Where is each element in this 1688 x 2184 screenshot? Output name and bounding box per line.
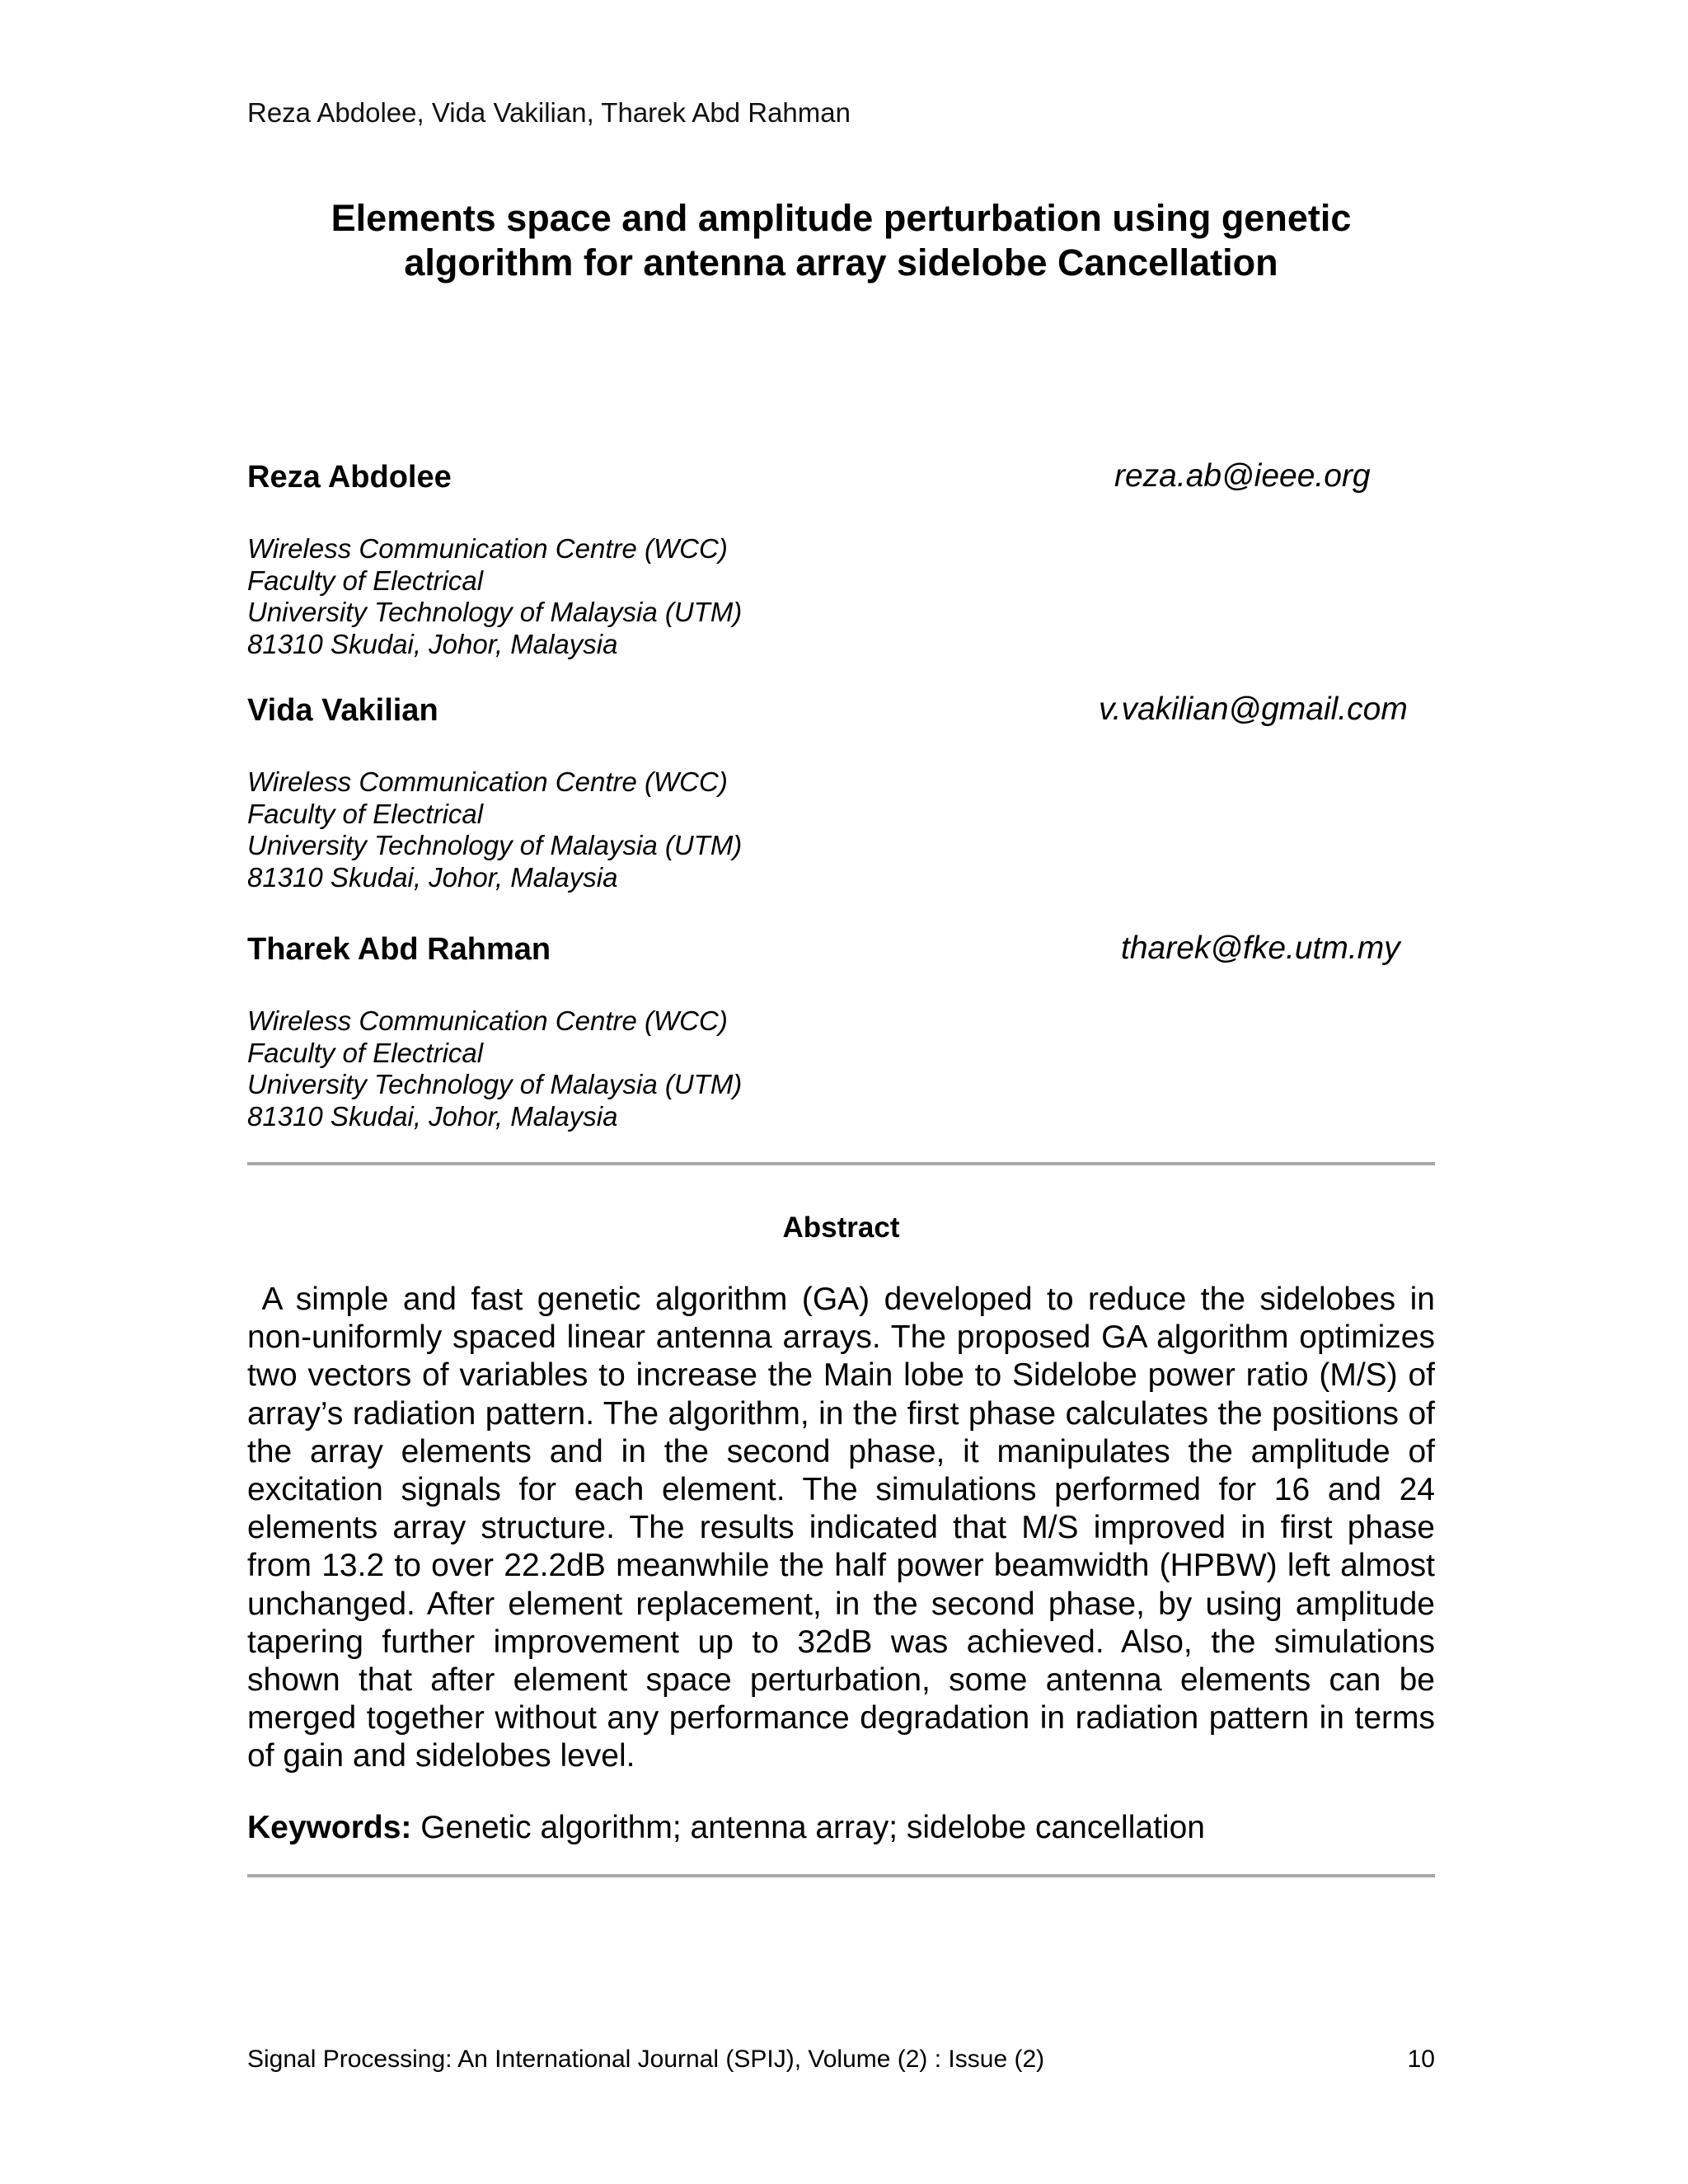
affiliation-line: 81310 Skudai, Johor, Malaysia xyxy=(247,861,618,893)
affiliation-line: Faculty of Electrical xyxy=(247,1037,484,1068)
keywords-text: Genetic algorithm; antenna array; sidelobe cancellation xyxy=(411,1810,1205,1845)
affiliation-line: Faculty of Electrical xyxy=(247,565,484,596)
author-1-email[interactable]: reza.ab@ieee.org xyxy=(1114,458,1371,494)
affiliation-line: Wireless Communication Centre (WCC) xyxy=(247,766,728,797)
affiliation-line: Faculty of Electrical xyxy=(247,798,484,829)
top-divider xyxy=(247,1162,1435,1165)
affiliation-line: Wireless Communication Centre (WCC) xyxy=(247,1005,728,1036)
author-3-email[interactable]: tharek@fke.utm.my xyxy=(1121,930,1400,966)
footer-page-number: 10 xyxy=(1407,2046,1435,2073)
affiliation-line: University Technology of Malaysia (UTM) xyxy=(247,830,743,860)
author-3-name: Tharek Abd Rahman xyxy=(247,932,551,967)
abstract-body xyxy=(247,1281,1435,1776)
affiliation-line: 81310 Skudai, Johor, Malaysia xyxy=(247,1100,618,1132)
affiliation-line: Wireless Communication Centre (WCC) xyxy=(247,533,728,564)
author-2-affiliation xyxy=(247,766,742,893)
keywords-label: Keywords: xyxy=(247,1810,412,1845)
affiliation-line: University Technology of Malaysia (UTM) xyxy=(247,597,743,627)
author-2-email[interactable]: v.vakilian@gmail.com xyxy=(1099,691,1408,727)
abstract-text: A simple and fast genetic algorithm (GA) developed to reduce the sidelobes in non-uniformly spaced linear antenna arrays. The proposed GA algorithm optimizes two vectors of variables to increase the Main lobe to Sidelobe power ratio (M/S) of array’s radiation pattern. The algorithm, in the first phase calculates the positions of the array elements and in the second phase, it manipulates the amplitude of excitation signals for each element. The simulations performed for 16 and 24 elements array structure. The results indicated that M/S improved in first phase from 13.2 to over 22.2dB meanwhile the half power beamwidth (HPBW) left almost unchanged. After element replacement, in the second phase, by using amplitude tapering further improvement up to 32dB was achieved. Also, the simulations shown that after element space perturbation, some antenna elements can be merged together without any performance degradation in radiation pattern in terms of gain and sidelobes level. xyxy=(247,1282,1435,1774)
abstract-heading: Abstract xyxy=(782,1212,900,1244)
keywords xyxy=(247,1810,1205,1846)
author-1-name: Reza Abdolee xyxy=(247,460,452,494)
paper-title xyxy=(247,196,1435,285)
author-2-name: Vida Vakilian xyxy=(247,693,438,728)
paper-title-line-2: algorithm for antenna array sidelobe Cancellation xyxy=(404,241,1278,284)
paper-title-line-1: Elements space and amplitude perturbation using genetic xyxy=(331,197,1352,239)
footer-journal: Signal Processing: An International Journal (SPIJ), Volume (2) : Issue (2) xyxy=(247,2046,1045,2073)
author-1-affiliation xyxy=(247,533,742,660)
affiliation-line: 81310 Skudai, Johor, Malaysia xyxy=(247,628,618,659)
author-3-affiliation xyxy=(247,1005,742,1132)
running-header: Reza Abdolee, Vida Vakilian, Tharek Abd Rahman xyxy=(247,97,851,128)
affiliation-line: University Technology of Malaysia (UTM) xyxy=(247,1069,743,1099)
bottom-divider xyxy=(247,1874,1435,1877)
